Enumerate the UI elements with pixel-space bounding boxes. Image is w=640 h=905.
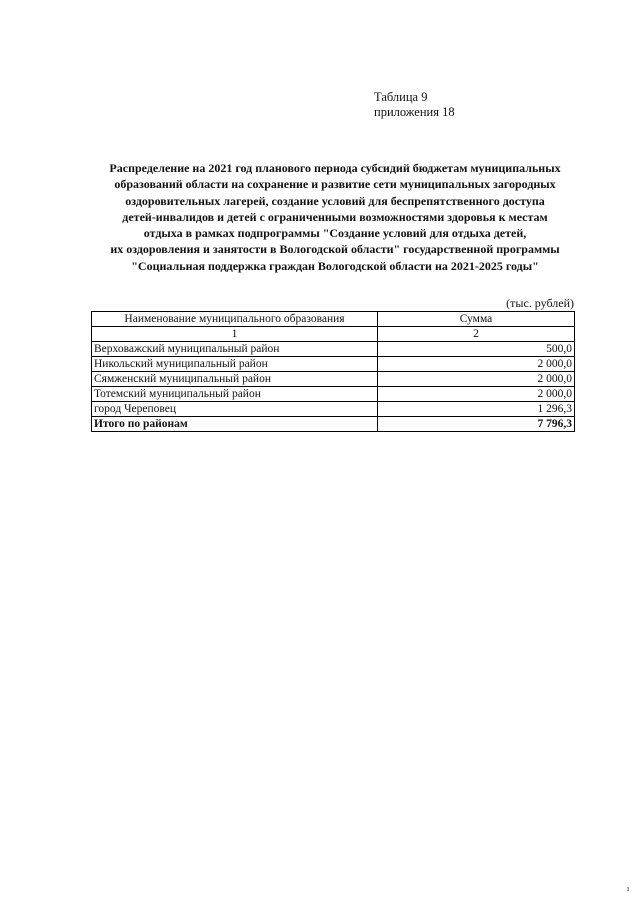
title-line: отдыха в рамках подпрограммы "Создание условий для отдыха детей, — [143, 226, 527, 241]
header-name: Наименование муниципального образования — [92, 312, 378, 327]
row-name: Сямженский муниципальный район — [92, 372, 378, 387]
row-sum: 1 296,3 — [378, 402, 575, 417]
row-name: Верховажский муниципальный район — [92, 342, 378, 357]
row-name: Никольский муниципальный район — [92, 357, 378, 372]
column-number: 1 — [92, 327, 378, 342]
table-row — [92, 402, 575, 417]
title-line: их оздоровления и занятости в Вологодской области" государственной программы — [110, 242, 560, 257]
total-row — [92, 417, 575, 432]
row-name: Тотемский муниципальный район — [92, 387, 378, 402]
units-label: (тыс. рублей) — [506, 296, 574, 310]
title-line: детей-инвалидов и детей с ограниченными возможностями здоровья к местам — [122, 209, 548, 224]
header-sum: Сумма — [378, 312, 575, 327]
title-line: оздоровительных лагерей, создание условий для беспрепятственного доступа — [125, 193, 545, 208]
row-sum: 2 000,0 — [378, 387, 575, 402]
table-row — [92, 342, 575, 357]
title-line: "Социальная поддержка граждан Вологодской области на 2021-2025 годы" — [131, 258, 539, 273]
row-sum: 2 000,0 — [378, 357, 575, 372]
title-line: Распределение на 2021 год планового периода субсидий бюджетам муниципальных — [109, 161, 561, 175]
table-row — [92, 372, 575, 387]
title-line: образований области на сохранение и развитие сети муниципальных загородных — [114, 177, 556, 192]
table-reference — [374, 90, 455, 120]
row-sum: 500,0 — [378, 342, 575, 357]
table-number: Таблица 9 — [374, 90, 428, 104]
table-row — [92, 387, 575, 402]
total-label: Итого по районам — [92, 417, 378, 432]
appendix-number: приложения 18 — [374, 105, 455, 119]
column-number: 2 — [378, 327, 575, 342]
document-title — [90, 160, 580, 274]
total-sum: 7 796,3 — [378, 417, 575, 432]
header-row — [92, 312, 575, 327]
page-mark: ı — [627, 884, 630, 893]
table-row — [92, 357, 575, 372]
row-sum: 2 000,0 — [378, 372, 575, 387]
subsidy-table — [91, 311, 575, 432]
column-number-row — [92, 327, 575, 342]
row-name: город Череповец — [92, 402, 378, 417]
